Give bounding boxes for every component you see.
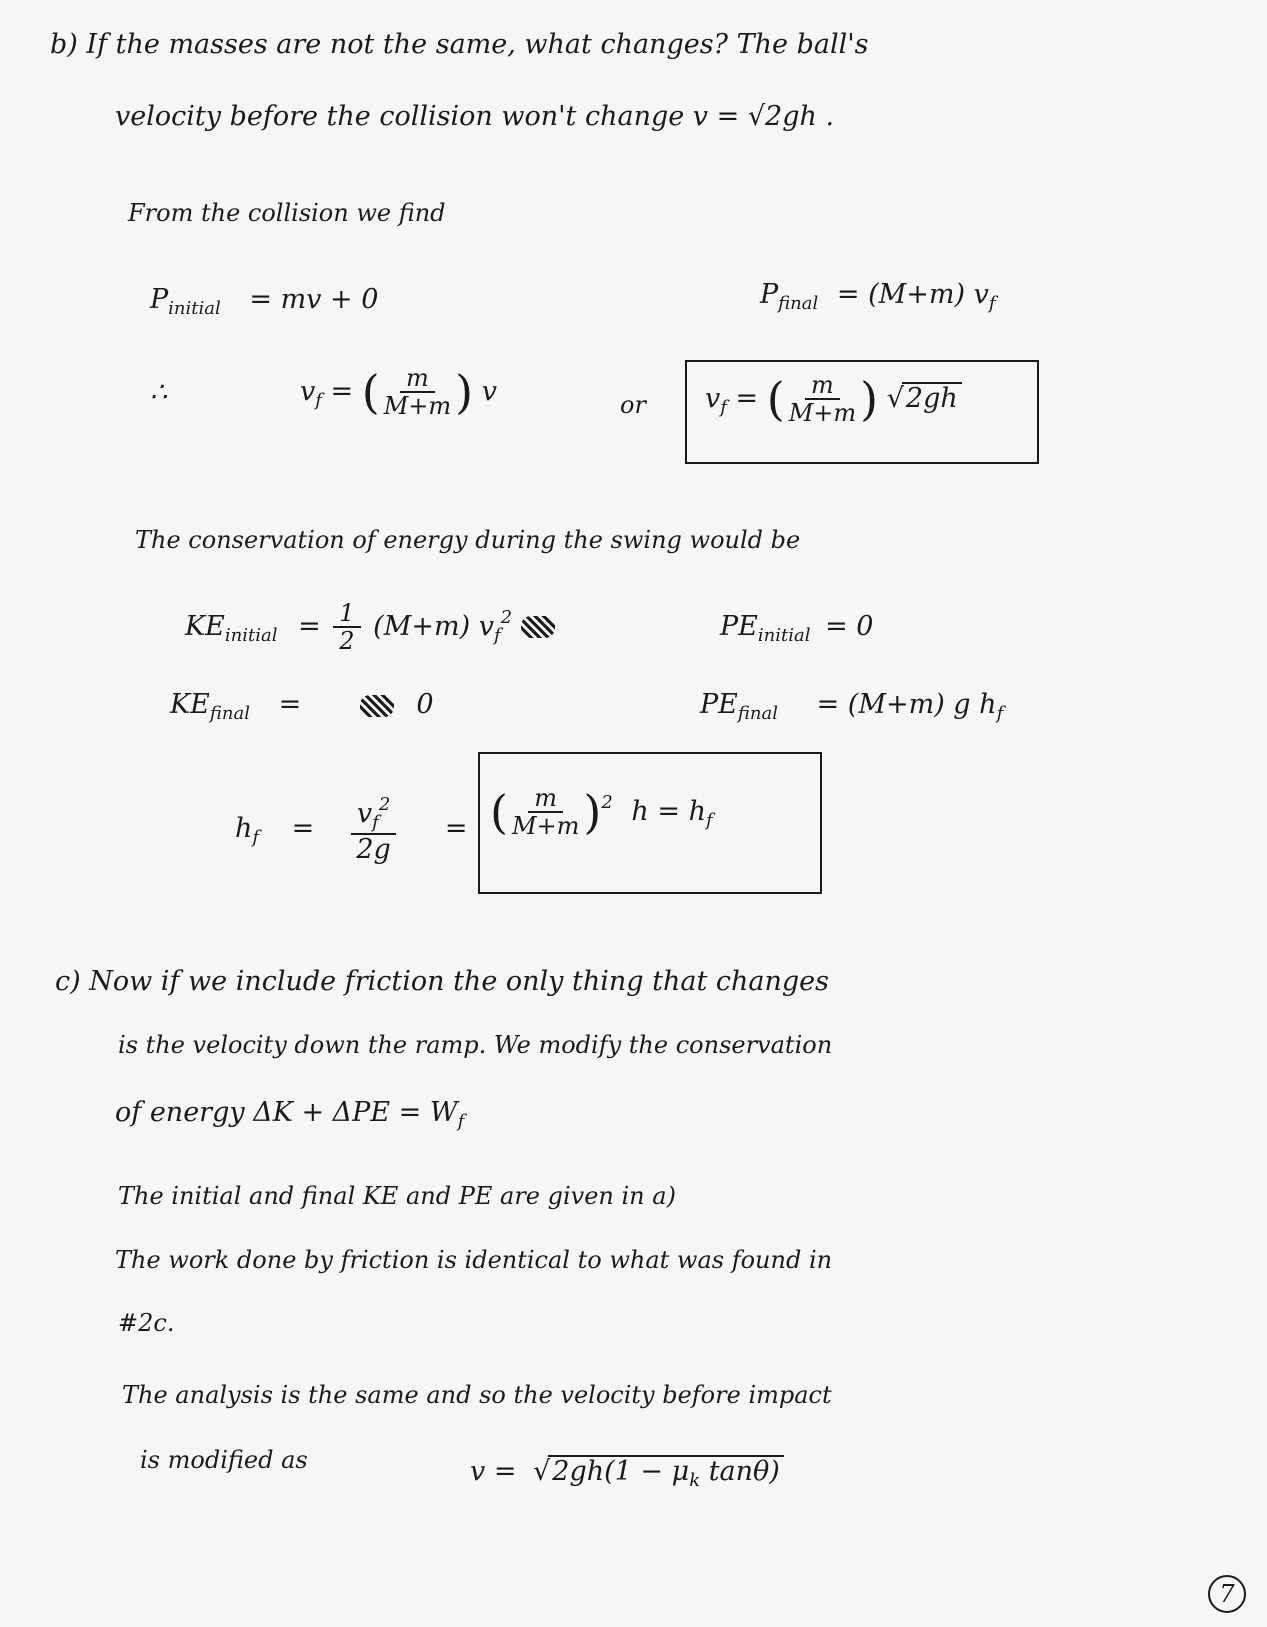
part-b-line-3: From the collision we find <box>128 199 446 227</box>
part-b-line-2: velocity before the collision won't change v = √2gh . <box>115 101 835 132</box>
energy-line: The conservation of energy during the swing would be <box>135 526 801 554</box>
pe-initial-eq: $PE_{initial} = 0$ <box>720 611 874 646</box>
boxed-vf-equation: $v_f$ = ( $\frac{m}{M+m}$ ) √2gh <box>705 372 962 427</box>
or-word: or <box>620 391 646 419</box>
part-b-line-1: b) If the masses are not the same, what changes? The ball's <box>50 29 869 60</box>
part-c-line-4: The initial and final KE and PE are given in a) <box>118 1182 676 1210</box>
part-c-line-8: is modified as <box>140 1446 308 1474</box>
pe-final-eq: $PE_{final} = (M+m)$ g $h_f$ <box>700 689 1004 724</box>
vf-equation: $v_f$ = ( $\frac{m}{M+m}$ ) v <box>300 364 497 421</box>
part-c-line-3: of energy $\Delta K + \Delta PE = W_f$ <box>115 1097 465 1132</box>
part-c-line-5: The work done by friction is identical to what was found in <box>115 1246 833 1274</box>
scribble-mark <box>360 695 394 717</box>
page-number: 7 <box>1208 1575 1246 1613</box>
ke-final-eq: $KE_{final} = 0$ <box>170 689 434 724</box>
hf-equation: $h_f$ = $\frac{v_f^2}{2g}$ = <box>235 794 468 865</box>
scribble-mark <box>521 616 555 638</box>
velocity-with-friction-eq: $v = √2gh(1 - \mu_k$ tanθ) <box>470 1455 784 1491</box>
ke-initial-eq: $KE_{initial}$ = $\frac{1}{2}$ (M+m) $v_f^2$ <box>185 600 555 655</box>
part-c-line-7: The analysis is the same and so the velocity before impact <box>122 1381 832 1409</box>
part-c-line-2: is the velocity down the ramp. We modify the conservation <box>118 1031 833 1059</box>
part-c-line-6: #2c. <box>118 1309 175 1337</box>
therefore-symbol: ∴ <box>150 377 168 408</box>
p-initial-eq: $P_{initial}$ = mv + 0 <box>150 284 379 319</box>
boxed-hf-equation: ( $\frac{m}{M+m}$ )$^2$ $h = h_f$ <box>490 784 713 841</box>
p-final-eq: $P_{final} = (M+m)$ $v_f$ <box>760 279 996 314</box>
part-c-line-1: c) Now if we include friction the only thing that changes <box>55 966 830 997</box>
